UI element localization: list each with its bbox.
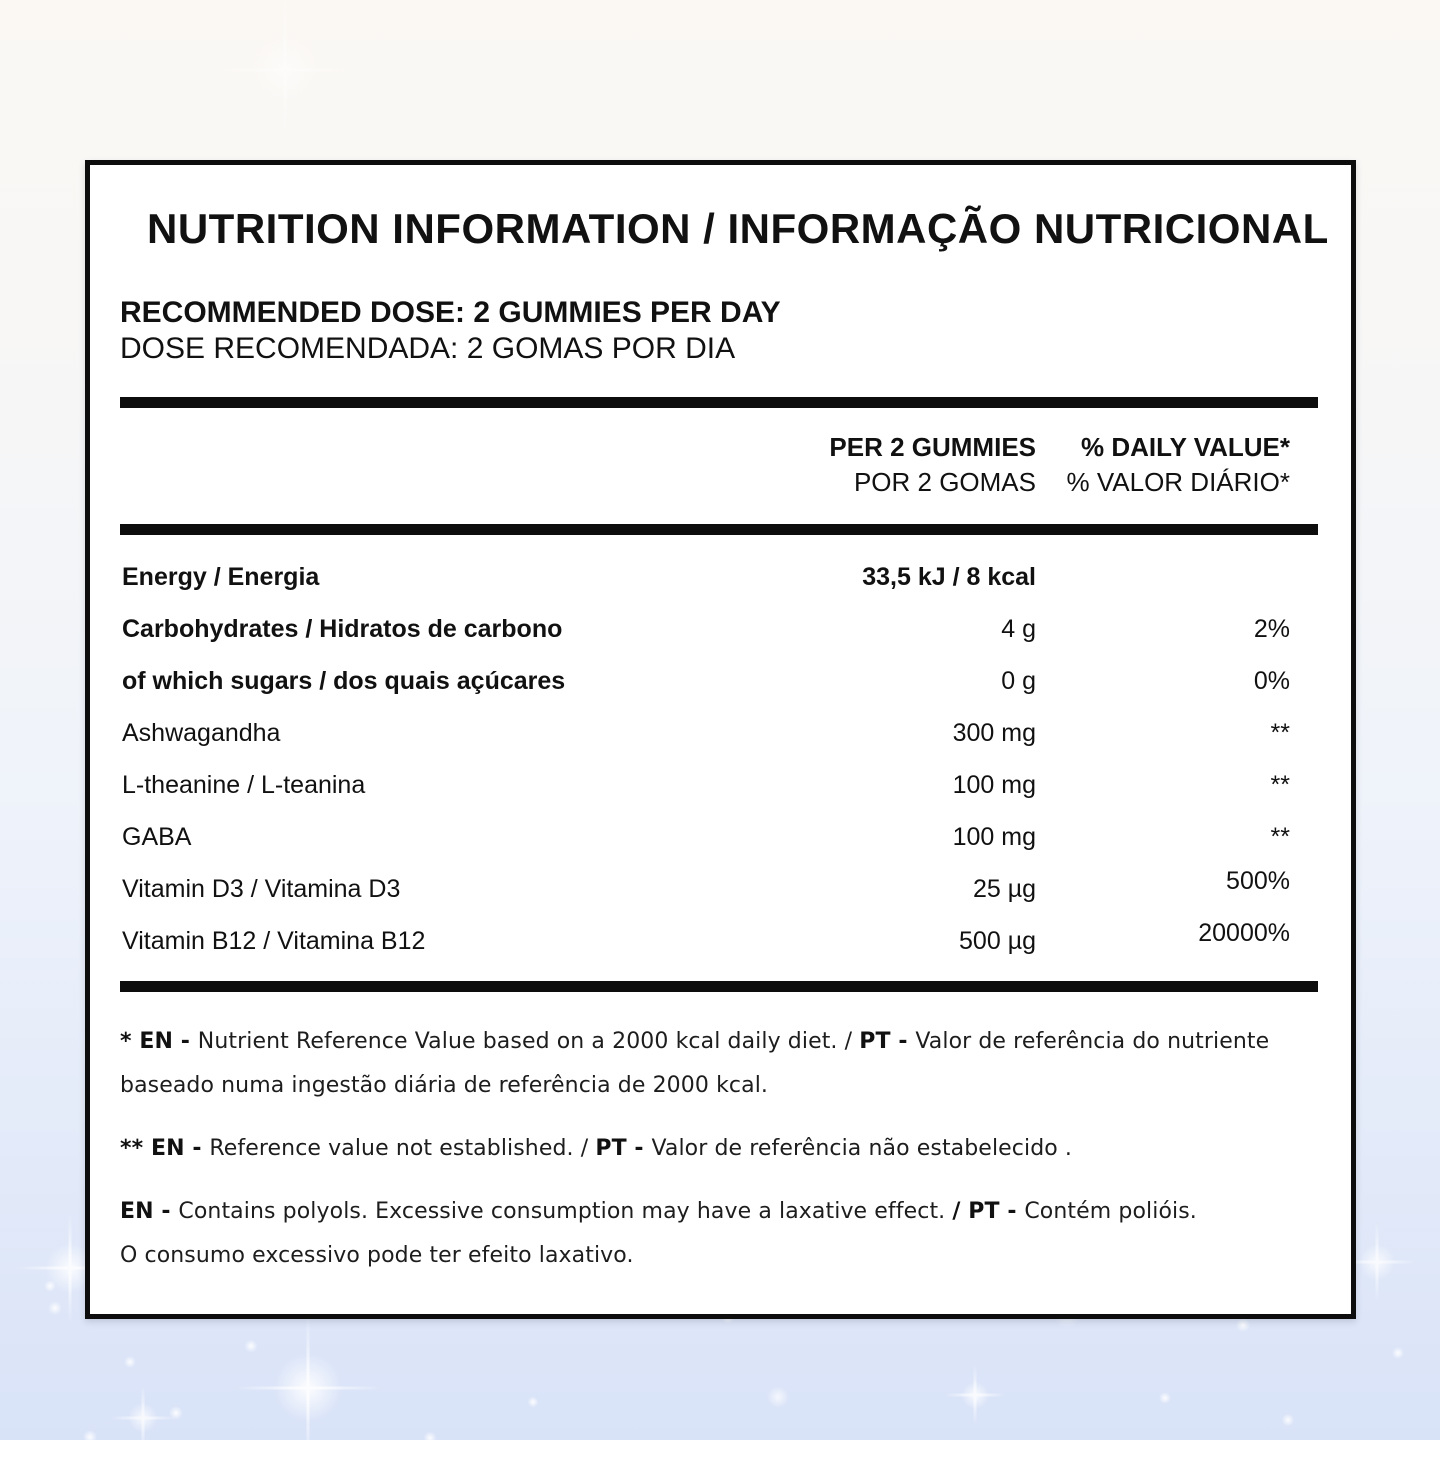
divider-bar-header	[120, 524, 1318, 535]
sparkle-dot-icon	[1236, 1318, 1250, 1332]
column-header-amount-en: PER 2 GUMMIES	[829, 432, 1036, 462]
table-cell-label: Carbohydrates / Hidratos de carbono	[122, 614, 563, 643]
sparkle-dot-icon	[424, 1432, 437, 1445]
table-cell-pct: 500%	[1226, 866, 1290, 895]
table-cell-amount: 33,5 kJ / 8 kcal	[862, 562, 1036, 591]
table-row	[120, 915, 1318, 967]
footnotes	[120, 1020, 1318, 1278]
table-cell-label: Vitamin D3 / Vitamina D3	[122, 874, 401, 903]
sparkle-dot-icon	[44, 1280, 56, 1292]
recommended-dose-en: RECOMMENDED DOSE: 2 GUMMIES PER DAY	[120, 296, 781, 329]
sparkle-star-icon	[945, 1365, 1005, 1425]
sparkle-star-icon	[210, 0, 360, 145]
table-row	[120, 759, 1318, 811]
table-cell-pct: 2%	[1253, 614, 1290, 643]
nutrition-table-body	[120, 551, 1318, 967]
table-row	[120, 863, 1318, 915]
column-header-amount-pt: POR 2 GOMAS	[853, 467, 1036, 497]
table-row	[120, 811, 1318, 863]
table-cell-amount: 500 µg	[959, 926, 1036, 955]
table-cell-label: GABA	[122, 822, 192, 851]
table-cell-label: Energy / Energia	[122, 562, 320, 591]
column-header-amount	[796, 430, 1036, 500]
footnote: EN - Contains polyols. Excessive consumption may have a laxative effect. / PT - Contém polióis. O consumo excessivo pode ter efeito laxativo.	[120, 1199, 1197, 1268]
sparkle-dot-icon	[169, 1406, 183, 1420]
sparkle-dot-icon	[124, 1356, 136, 1368]
sparkle-star-icon	[233, 1313, 383, 1463]
sparkle-dot-icon	[528, 1397, 539, 1408]
table-cell-pct: **	[1270, 718, 1290, 747]
sparkle-dot-icon	[245, 1340, 258, 1353]
sparkle-dot-icon	[1282, 1414, 1295, 1427]
recommended-dose	[120, 295, 1318, 367]
table-row	[120, 551, 1318, 603]
column-header-daily-value-en: % DAILY VALUE*	[1080, 432, 1290, 462]
footnote: * EN - Nutrient Reference Value based on a 2000 kcal daily diet. / PT - Valor de referência do nutriente baseado numa ingestão diária de referência de 2000 kcal.	[120, 1029, 1270, 1098]
sparkle-star-icon	[110, 1385, 176, 1451]
table-cell-amount: 100 mg	[952, 822, 1036, 851]
table-cell-label: Vitamin B12 / Vitamina B12	[122, 926, 426, 955]
divider-bar-top	[120, 397, 1318, 408]
sparkle-dot-icon	[83, 1430, 97, 1444]
table-cell-amount: 300 mg	[952, 718, 1036, 747]
table-cell-amount: 0 g	[1001, 666, 1036, 695]
table-cell-pct: 20000%	[1198, 918, 1290, 947]
table-cell-label: Ashwagandha	[122, 718, 281, 747]
recommended-dose-pt: DOSE RECOMENDADA: 2 GOMAS POR DIA	[120, 332, 736, 365]
sparkle-dot-icon	[767, 1386, 789, 1408]
table-cell-label: of which sugars / dos quais açúcares	[122, 666, 566, 695]
table-header	[120, 430, 1318, 500]
table-header-spacer	[120, 430, 796, 500]
column-header-daily-value	[1036, 430, 1318, 500]
table-cell-amount: 4 g	[1001, 614, 1036, 643]
table-row	[120, 655, 1318, 707]
table-row	[120, 707, 1318, 759]
column-header-daily-value-pt: % VALOR DIÁRIO*	[1066, 467, 1290, 497]
sparkle-dot-icon	[1392, 1347, 1404, 1359]
footnote: ** EN - Reference value not established. / PT - Valor de referência não estabelecido .	[120, 1136, 1073, 1161]
page-title: NUTRITION INFORMATION / INFORMAÇÃO NUTRICIONAL	[147, 205, 1329, 252]
sparkle-dot-icon	[1159, 1392, 1171, 1404]
sparkle-dot-icon	[48, 1301, 62, 1315]
table-cell-pct: **	[1270, 770, 1290, 799]
table-cell-amount: 100 mg	[952, 770, 1036, 799]
table-cell-label: L-theanine / L-teanina	[122, 770, 366, 799]
table-cell-pct: 0%	[1253, 666, 1290, 695]
table-cell-pct: **	[1270, 822, 1290, 851]
table-cell-amount: 25 µg	[972, 874, 1036, 903]
nutrition-panel	[85, 160, 1356, 1319]
table-row	[120, 603, 1318, 655]
divider-bar-bottom	[120, 981, 1318, 992]
